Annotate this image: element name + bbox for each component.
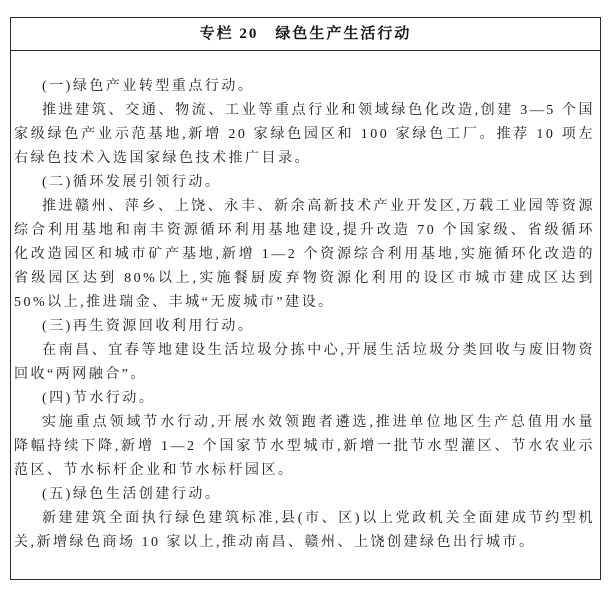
section-5-paragraph: 新建建筑全面执行绿色建筑标准,县(市、区)以上党政机关全面建成节约型机关,新增绿色商场 10 家以上,推动南昌、赣州、上饶创建绿色出行城市。 (14, 511, 595, 550)
column-panel (10, 17, 601, 580)
section-1-heading: (一)绿色产业转型重点行动。 (42, 79, 255, 94)
panel-title: 专栏 20 绿色生产生活行动 (11, 18, 600, 51)
section-3-heading: (三)再生资源回收利用行动。 (42, 319, 255, 334)
section-3-paragraph: 在南昌、宜春等地建设生活垃圾分拣中心,开展生活垃圾分类回收与废旧物资回收“两网融合”。 (14, 343, 595, 382)
section-4-paragraph: 实施重点领域节水行动,开展水效领跑者遴选,推进单位地区生产总值用水量降幅持续下降,新增 1—2 个国家节水型城市,新增一批节水型灌区、节水农业示范区、节水标杆企业和节水标杆园区。 (14, 415, 595, 478)
section-1-paragraph: 推进建筑、交通、物流、工业等重点行业和领域绿色化改造,创建 3—5 个国家级绿色产业示范基地,新增 20 家绿色园区和 100 家绿色工厂。推荐 10 项左右绿色技术入选国家绿色技术推广目录。 (14, 103, 595, 166)
panel-body (11, 51, 600, 555)
section-5-heading: (五)绿色生活创建行动。 (42, 487, 222, 502)
section-2-paragraph: 推进赣州、萍乡、上饶、永丰、新余高新技术产业开发区,万载工业园等资源综合利用基地和南丰资源循环利用基地建设,提升改造 70 个国家级、省级循环化改造园区和城市矿产基地,新增 1—2 个资源综合利用基地,实施循环化改造的省级园区达到 80%以上,实施餐厨废弃物资源化利用的设区市城市建成区达到 50%以上,推进瑞金、丰城“无废城市”建设。 (14, 199, 595, 310)
section-4-heading: (四)节水行动。 (42, 391, 156, 406)
section-2-heading: (二)循环发展引领行动。 (42, 175, 222, 190)
